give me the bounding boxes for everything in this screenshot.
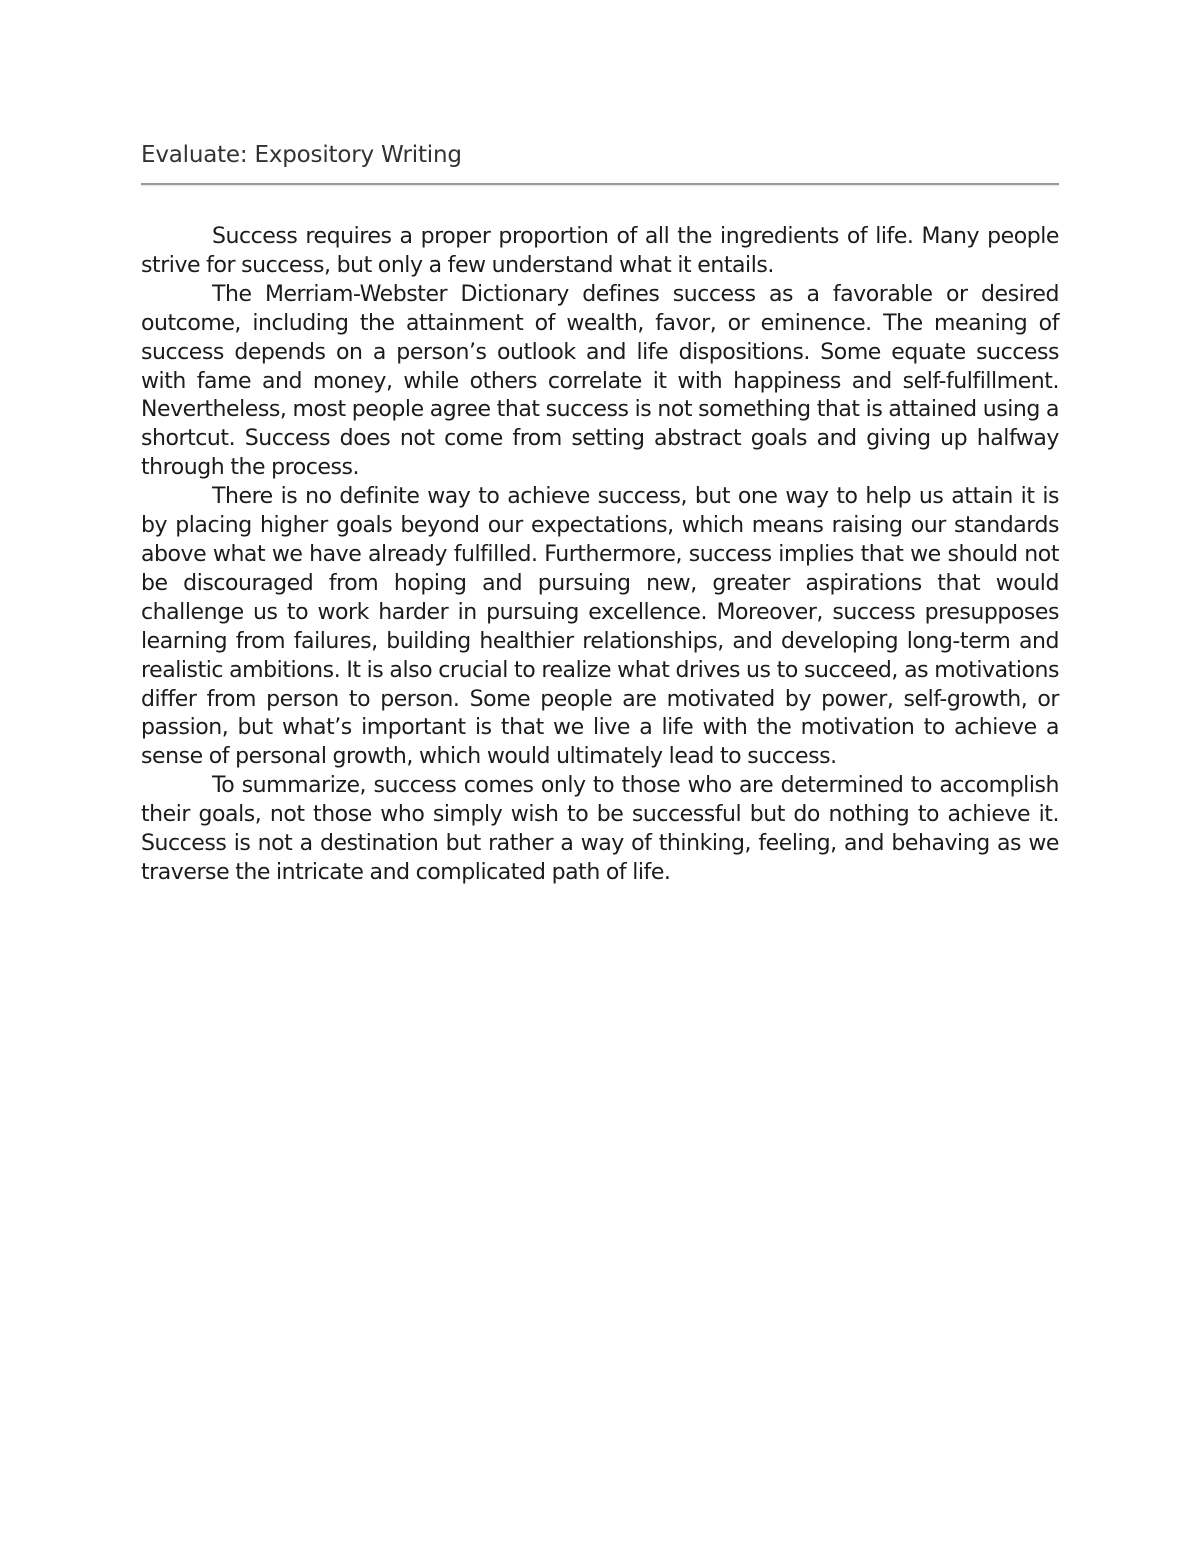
- header-divider: [141, 183, 1059, 185]
- essay-body: [141, 223, 1059, 888]
- paragraph-achieving-success: There is no definite way to achieve success, but one way to help us attain it is by placing higher goals beyond our expectations, which means raising our standards above what we have already fulfilled. Furthermore, success implies that we should not be discouraged from hoping and pursuing new, greater aspirations that would challenge us to work harder in pursuing excellence. Moreover, success presupposes learning from failures, building healthier relationships, and developing long-term and realistic ambitions. It is also crucial to realize what drives us to succeed, as motivations differ from person to person. Some people are motivated by power, self-growth, or passion, but what’s important is that we live a life with the motivation to achieve a sense of personal growth, which would ultimately lead to success.: [141, 484, 1059, 770]
- paragraph-summary: To summarize, success comes only to those who are determined to accomplish their goals, not those who simply wish to be successful but do nothing to achieve it. Success is not a destination but rather a way of thinking, feeling, and behaving as we traverse the intricate and complicated path of life.: [141, 773, 1059, 885]
- paragraph-definition: The Merriam-Webster Dictionary defines success as a favorable or desired outcome, including the attainment of wealth, favor, or eminence. The meaning of success depends on a person’s outlook and life dispositions. Some equate success with fame and money, while others correlate it with happiness and self-fulfillment. Nevertheless, most people agree that success is not something that is attained using a shortcut. Success does not come from setting abstract goals and giving up halfway through the process.: [141, 281, 1059, 481]
- document-page: [141, 138, 1059, 888]
- page-title: Evaluate: Expository Writing: [141, 142, 462, 168]
- paragraph-intro: Success requires a proper proportion of all the ingredients of life. Many people strive for success, but only a few understand what it entails.: [141, 224, 1059, 278]
